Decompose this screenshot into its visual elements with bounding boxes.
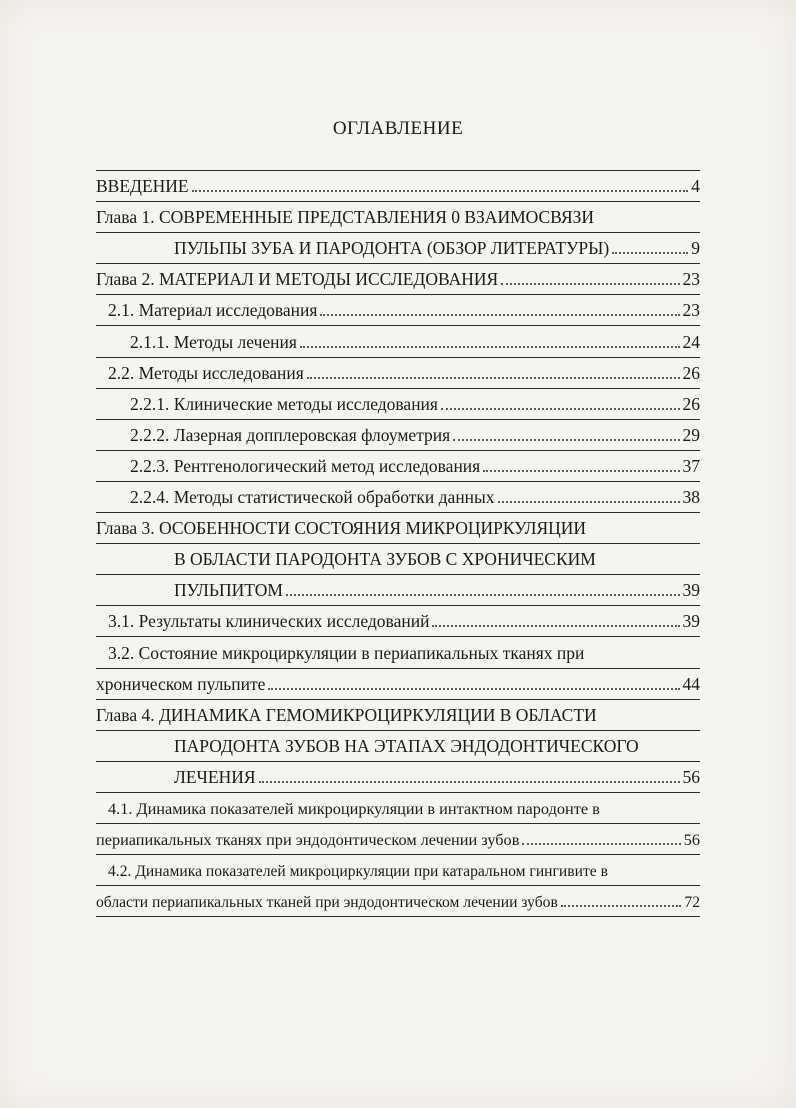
toc-page-number: 4 (691, 176, 700, 197)
toc-entry-3-2 (96, 637, 700, 668)
toc-entry-text: ПУЛЬПИТОМ (174, 580, 283, 601)
toc-entry-text: 4.2. Динамика показателей микроциркуляции при катаральном гингивите в (108, 863, 608, 881)
dot-leader (453, 439, 679, 441)
dot-leader (320, 314, 679, 316)
toc-page-number: 39 (682, 611, 700, 632)
toc-page-number: 23 (682, 300, 700, 321)
toc-entry-text: ЛЕЧЕНИЯ (174, 766, 256, 787)
dot-leader (561, 905, 682, 907)
toc-entry-2-2-3 (96, 451, 700, 482)
toc-page-number: 26 (682, 362, 700, 383)
toc-page-number: 9 (691, 238, 700, 259)
dot-leader (300, 346, 680, 348)
toc-entry-text: Глава 2. МАТЕРИАЛ И МЕТОДЫ ИССЛЕДОВАНИЯ (96, 269, 499, 290)
toc-entry-chapter-2 (96, 264, 700, 295)
toc-entry-introduction (96, 171, 700, 202)
dot-leader (498, 501, 680, 503)
toc-entry-text: 2.2.2. Лазерная допплеровская флоуметрия (130, 424, 451, 445)
toc-entry-text: 3.2. Состояние микроциркуляции в периапикальных тканях при (108, 642, 585, 663)
toc-entry-2-1 (96, 295, 700, 326)
toc-entry-2-1-1 (96, 326, 700, 357)
toc-entry-2-2-2 (96, 420, 700, 451)
toc-page-number: 56 (682, 766, 700, 787)
toc-entry-3-2-cont (96, 669, 700, 700)
dot-leader (268, 688, 679, 690)
dot-leader (192, 190, 689, 192)
toc-entry-3-1 (96, 606, 700, 637)
table-of-contents (96, 170, 700, 917)
toc-entry-text: 4.1. Динамика показателей микроциркуляции в интактном пародонте в (108, 798, 600, 818)
toc-entry-text: ПУЛЬПЫ ЗУБА И ПАРОДОНТА (ОБЗОР ЛИТЕРАТУРЫ) (174, 238, 610, 259)
toc-entry-2-2-1 (96, 389, 700, 420)
toc-entry-2-2-4 (96, 482, 700, 513)
toc-page-number: 72 (684, 894, 700, 912)
toc-entry-4-2 (96, 855, 700, 886)
toc-entry-chapter-3-end (96, 575, 700, 606)
toc-title: ОГЛАВЛЕНИЕ (332, 118, 464, 139)
dot-leader (483, 470, 679, 472)
toc-entry-text: области периапикальных тканей при эндодонтическом лечении зубов (96, 894, 558, 912)
toc-entry-text: 2.2.3. Рентгенологический метод исследования (130, 455, 481, 476)
toc-page-number: 26 (682, 393, 700, 414)
toc-page-number: 23 (682, 269, 700, 290)
toc-entry-chapter-4-cont (96, 731, 700, 762)
toc-entry-chapter-1-cont (96, 233, 700, 264)
toc-page-number: 29 (682, 424, 700, 445)
toc-entry-text: 2.1. Материал исследования (108, 300, 318, 321)
toc-entry-text: хроническом пульпите (96, 673, 266, 694)
toc-entry-chapter-1 (96, 202, 700, 233)
toc-entry-text: В ОБЛАСТИ ПАРОДОНТА ЗУБОВ С ХРОНИЧЕСКИМ (174, 549, 596, 570)
toc-entry-chapter-4-end (96, 762, 700, 793)
toc-entry-chapter-3-cont (96, 544, 700, 575)
dot-leader (522, 843, 680, 845)
dot-leader (286, 594, 680, 596)
toc-page-number: 24 (682, 331, 700, 352)
toc-entry-4-1 (96, 793, 700, 824)
dot-leader (259, 781, 680, 783)
toc-entry-chapter-4 (96, 700, 700, 731)
toc-page-number: 56 (683, 830, 700, 850)
toc-entry-text: 2.2. Методы исследования (108, 362, 304, 383)
toc-page-number: 37 (682, 455, 700, 476)
toc-page-number: 38 (682, 487, 700, 508)
toc-entry-chapter-3 (96, 513, 700, 544)
toc-entry-text: ВВЕДЕНИЕ (96, 176, 189, 197)
toc-entry-text: 2.2.1. Клинические методы исследования (130, 393, 438, 414)
toc-entry-text: 2.2.4. Методы статистической обработки данных (130, 487, 495, 508)
toc-entry-text: периапикальных тканях при эндодонтическом лечении зубов (96, 830, 520, 850)
toc-entry-text: ПАРОДОНТА ЗУБОВ НА ЭТАПАХ ЭНДОДОНТИЧЕСКОГО (174, 735, 639, 756)
toc-entry-text: 2.1.1. Методы лечения (130, 331, 297, 352)
toc-entry-2-2 (96, 358, 700, 389)
dot-leader (501, 283, 679, 285)
toc-entry-text: 3.1. Результаты клинических исследований (108, 611, 430, 632)
dot-leader (432, 625, 679, 627)
toc-page-number: 39 (682, 580, 700, 601)
dot-leader (441, 408, 680, 410)
toc-page-number: 44 (682, 673, 700, 694)
toc-entry-text: Глава 4. ДИНАМИКА ГЕМОМИКРОЦИРКУЛЯЦИИ В ОБЛАСТИ (96, 704, 597, 725)
dot-leader (307, 377, 680, 379)
toc-entry-text: Глава 1. СОВРЕМЕННЫЕ ПРЕДСТАВЛЕНИЯ 0 ВЗАИМОСВЯЗИ (96, 207, 595, 228)
dot-leader (612, 252, 688, 254)
toc-entry-text: Глава 3. ОСОБЕННОСТИ СОСТОЯНИЯ МИКРОЦИРКУЛЯЦИИ (96, 518, 587, 539)
toc-entry-4-2-cont (96, 886, 700, 917)
toc-entry-4-1-cont (96, 824, 700, 855)
